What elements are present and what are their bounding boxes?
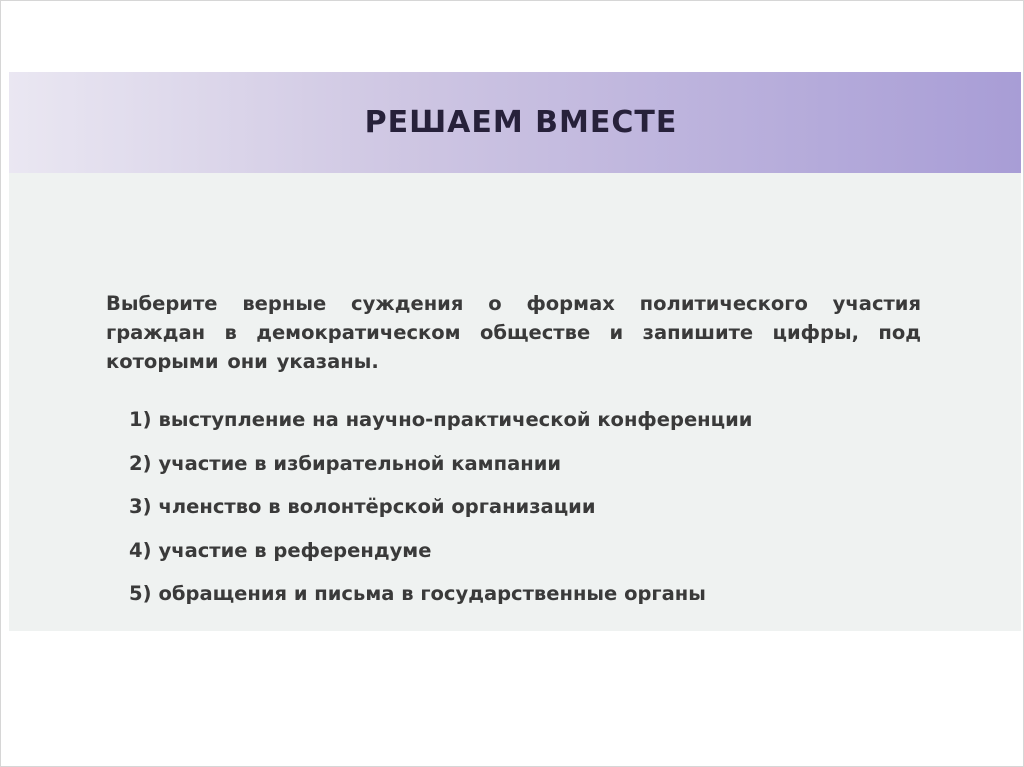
option-text: обращения и письма в государственные органы xyxy=(158,582,706,605)
options-list xyxy=(129,408,961,605)
option-number: 4) xyxy=(129,538,152,562)
option-number: 3) xyxy=(129,495,152,518)
option-text: участие в избирательной кампании xyxy=(158,451,562,475)
question-text: Выберите верные суждения о формах политического участия граждан в демократическом обществе и запишите цифры, под которыми они указаны. xyxy=(106,292,921,373)
list-item xyxy=(129,539,961,562)
slide-title: РЕШАЕМ ВМЕСТЕ xyxy=(364,105,678,140)
list-item xyxy=(129,408,961,431)
option-text: участие в референдуме xyxy=(158,538,432,562)
option-text: членство в волонтёрской организации xyxy=(158,495,596,518)
option-number: 1) xyxy=(129,408,152,431)
list-item xyxy=(129,582,961,605)
option-number: 2) xyxy=(129,451,152,475)
list-item xyxy=(129,452,961,475)
list-item xyxy=(129,495,961,518)
slide-content-area xyxy=(9,173,1021,631)
option-number: 5) xyxy=(129,582,152,605)
slide-header-band xyxy=(9,72,1021,173)
option-text: выступление на научно-практической конференции xyxy=(158,408,753,431)
